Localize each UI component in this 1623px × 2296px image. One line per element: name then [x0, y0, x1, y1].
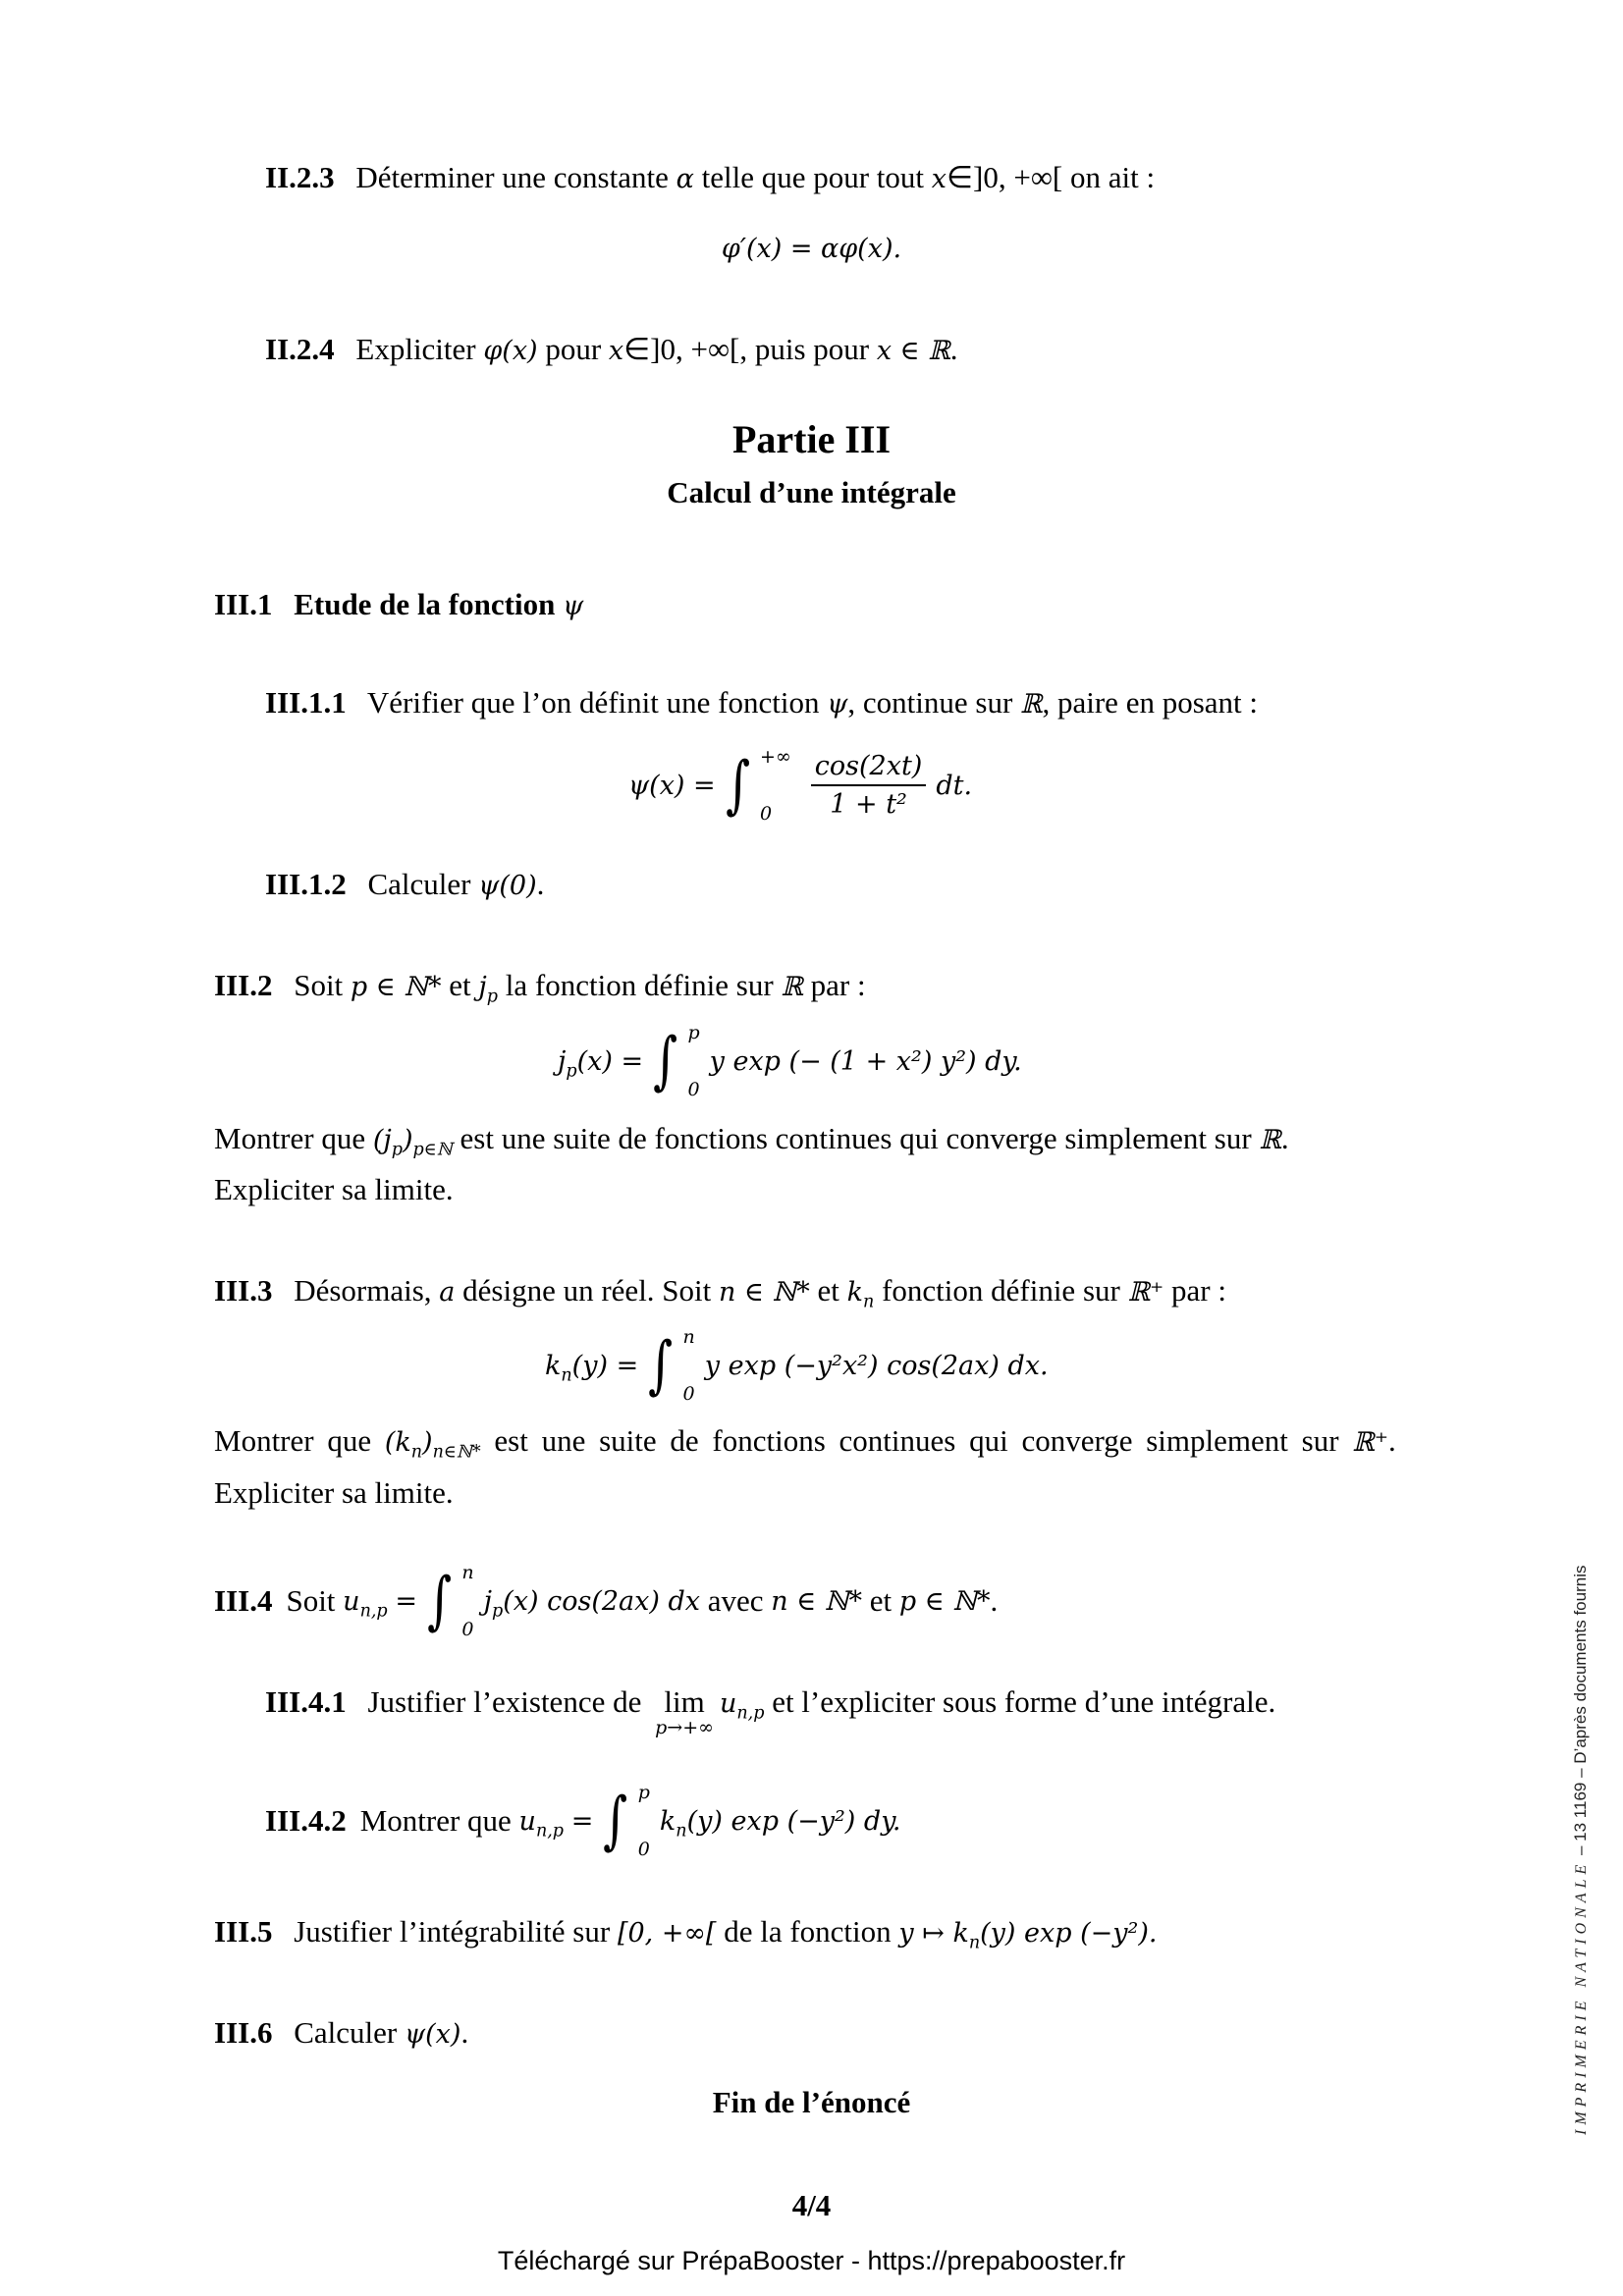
symbol: y ↦ k [898, 1918, 969, 1949]
math-interval: ∈]0, +∞[ [623, 332, 740, 366]
question-text: avec [707, 1583, 764, 1618]
equation-jp-definition [558, 1017, 1022, 1105]
upper-limit: p [687, 1022, 700, 1043]
question-iii-4-2 [265, 1777, 900, 1865]
question-iii-4 [214, 1557, 998, 1645]
upper-limit: n [682, 1326, 695, 1348]
math-a: a [439, 1277, 456, 1308]
symbol: j [478, 972, 487, 1002]
question-text: Calculer [294, 2015, 398, 2050]
subscript: n [863, 1292, 875, 1312]
math-kn [846, 1277, 875, 1312]
paren: ) [402, 1125, 413, 1155]
printer-sidebar [1571, 1566, 1591, 2135]
subscript: n [410, 1442, 423, 1463]
upper-limit: n [461, 1562, 474, 1583]
integral-sign: ∫ [648, 1329, 674, 1402]
question-iii-2-line3: Expliciter sa limite. [214, 1172, 454, 1206]
math-jp [478, 972, 499, 1007]
math-u [719, 1688, 765, 1724]
question-text: Vérifier que l’on définit une fonction [366, 685, 820, 720]
math-u [518, 1805, 565, 1841]
lower-limit: 0 [637, 1839, 650, 1860]
question-label: III.1.1 [265, 685, 347, 720]
question-text: par : [1171, 1273, 1226, 1308]
subscript: n [676, 1820, 687, 1841]
question-text: est une suite de fonctions continues qui converge simplement sur [494, 1423, 1339, 1458]
symbol: u [719, 1688, 737, 1719]
subscript: n [561, 1364, 572, 1385]
question-text: Justifier l’existence de [367, 1684, 642, 1719]
upper-limit: p [637, 1782, 650, 1803]
punctuation: . [1280, 1121, 1289, 1155]
integrand [483, 1585, 701, 1621]
eq-tail: dt. [936, 770, 973, 801]
symbol: u [518, 1805, 536, 1837]
math-R: ℝ [1020, 689, 1043, 720]
equals: = [570, 1805, 594, 1837]
limit-operator [655, 1686, 714, 1737]
integral-sign: ∫ [725, 749, 750, 822]
eq-body: y exp (−y²x²) cos(2ax) dx. [704, 1350, 1049, 1381]
paren: ) [422, 1427, 433, 1458]
math-alpha: α [676, 164, 694, 194]
subscript: n [968, 1933, 981, 1953]
math-sequence [372, 1125, 453, 1160]
symbol: (j [372, 1125, 392, 1155]
question-text: Montrer que [214, 1423, 372, 1458]
eq-body: y exp (− (1 + x²) y²) dy. [709, 1045, 1022, 1077]
question-text: désigne un réel. Soit [462, 1273, 712, 1308]
question-text: par : [810, 968, 866, 1002]
math-R: ℝ [781, 972, 803, 1002]
question-label: III.1.2 [265, 867, 347, 901]
math-R: ℝ [1259, 1125, 1281, 1155]
lower-limit: 0 [682, 1383, 695, 1405]
question-text: Désormais, [294, 1273, 432, 1308]
end-of-statement: Fin de l’énoncé [712, 2085, 911, 2119]
rest: (y) exp (−y²) dy. [686, 1805, 901, 1837]
question-text: fonction définie sur [882, 1273, 1120, 1308]
lim-text: lim [664, 1684, 705, 1719]
question-text: et l’expliciter sous forme d’une intégrale. [772, 1684, 1276, 1719]
index: p∈ℕ [412, 1140, 453, 1160]
question-text: est une suite de fonctions continues qui converge simplement sur [460, 1121, 1252, 1155]
download-footer: Téléchargé sur PrépaBooster - https://prepabooster.fr [497, 2246, 1126, 2275]
question-label: III.4.2 [265, 1803, 347, 1838]
math-interval: ∈]0, +∞[ [947, 160, 1063, 194]
question-text: de la fonction [724, 1914, 892, 1949]
question-label: II.2.3 [265, 160, 335, 194]
question-text: Soit [294, 968, 344, 1002]
math-R-plus: ℝ⁺ [1127, 1277, 1164, 1308]
question-text: Expliciter [355, 332, 476, 366]
punctuation: . [460, 2015, 469, 2050]
math-psi-0: ψ(0) [478, 871, 537, 901]
question-iii-2-line2 [214, 1121, 1289, 1160]
eq-lhs [558, 1045, 644, 1081]
math-R-plus: ℝ⁺ [1352, 1427, 1388, 1458]
question-iii-2 [214, 968, 866, 1007]
subscript: n,p [736, 1703, 765, 1724]
upper-limit: +∞ [760, 746, 791, 768]
integral-sign: ∫ [653, 1025, 678, 1097]
integral-limits [638, 1782, 650, 1860]
lower-limit: 0 [461, 1619, 474, 1640]
question-iii-3-line3: Expliciter sa limite. [214, 1475, 454, 1510]
rest: (x) cos(2ax) dx [503, 1585, 701, 1617]
punctuation: . [990, 1583, 999, 1618]
denominator: 1 + t² [830, 789, 907, 820]
question-text: et [449, 968, 471, 1002]
question-text: la fonction définie sur [505, 968, 774, 1002]
symbol: j [483, 1585, 492, 1617]
question-iii-5 [214, 1914, 1158, 1953]
question-label: III.3 [214, 1273, 273, 1308]
equation-kn-definition [545, 1321, 1049, 1410]
rest: (y) exp (−y²). [980, 1918, 1158, 1949]
question-ii-2-3 [265, 162, 1155, 192]
lower-limit: 0 [687, 1079, 700, 1100]
question-text: Montrer que [359, 1803, 512, 1838]
symbol: k [846, 1277, 864, 1308]
equals: = [395, 1585, 418, 1617]
symbol: j [558, 1045, 567, 1077]
symbol: k [659, 1805, 676, 1837]
math-p: p ∈ ℕ* [350, 972, 442, 1002]
question-label: III.2 [214, 968, 273, 1002]
symbol: u [343, 1585, 360, 1617]
math-phi: φ(x) [483, 336, 538, 366]
lower-limit: 0 [760, 803, 773, 825]
question-text: , puis pour [739, 332, 870, 366]
punctuation: . [1387, 1423, 1396, 1458]
punctuation: . [536, 867, 545, 901]
question-ii-2-4 [265, 334, 957, 364]
argument: (x) = [576, 1045, 644, 1077]
integral-limits [683, 1326, 695, 1405]
integrand [659, 1805, 901, 1841]
subscript: n,p [359, 1600, 388, 1621]
symbol: (k [384, 1427, 411, 1458]
question-label: III.5 [214, 1914, 273, 1949]
punctuation: . [949, 332, 958, 366]
question-iii-6 [214, 2017, 468, 2048]
integral-sign: ∫ [427, 1565, 453, 1637]
math-map [898, 1918, 1158, 1953]
question-text: Justifier l’intégrabilité sur [294, 1914, 611, 1949]
math-n: n ∈ ℕ* [719, 1277, 810, 1308]
question-text: Calculer [367, 867, 471, 901]
subscript: p [492, 1600, 504, 1621]
page-number: 4/4 [791, 2188, 832, 2222]
math-psi-x: ψ(x) [404, 2019, 461, 2050]
question-label: III.6 [214, 2015, 273, 2050]
math-x-in-R: x ∈ ℝ [876, 336, 950, 366]
question-iii-3 [214, 1273, 1226, 1312]
question-text: et [869, 1583, 893, 1618]
lim-subscript: p→+∞ [655, 1717, 714, 1738]
question-text: Déterminer une constante [355, 160, 669, 194]
printer-code: – 13 1169 – D’après documents fournis [1571, 1565, 1590, 1855]
integral-limits [687, 1022, 699, 1100]
printer-name: IMPRIMERIE NATIONALE [1573, 1859, 1590, 2135]
integral-sign: ∫ [603, 1785, 628, 1857]
math-x: x [608, 336, 624, 366]
question-text: et [817, 1273, 839, 1308]
question-text: telle que pour tout [701, 160, 925, 194]
section-title: Etude de la fonction [294, 587, 556, 621]
eq-lhs: ψ(x) = [628, 770, 716, 801]
question-iii-1-1 [265, 687, 1258, 718]
math-u [343, 1585, 388, 1621]
eq-lhs [545, 1350, 639, 1385]
math-sequence [384, 1427, 481, 1463]
math-p: p ∈ ℕ* [898, 1585, 991, 1617]
question-iii-4-1 [265, 1686, 1275, 1737]
subscript: p [486, 987, 499, 1007]
argument: (y) = [571, 1350, 639, 1381]
subscript: p [391, 1140, 403, 1160]
integral-limits [461, 1562, 473, 1640]
question-text: , continue sur [847, 685, 1013, 720]
math-n: n ∈ ℕ* [771, 1585, 863, 1617]
question-text: Montrer que [214, 1121, 366, 1155]
numerator: cos(2xt) [811, 751, 927, 786]
equation-psi-definition [628, 738, 972, 832]
integral-limits [760, 746, 791, 825]
math-psi: ψ [563, 591, 584, 621]
index: n∈ℕ* [432, 1442, 481, 1463]
math-psi: ψ [827, 689, 848, 720]
fraction [811, 751, 927, 820]
question-text: on ait : [1070, 160, 1156, 194]
question-text: , paire en posant : [1042, 685, 1258, 720]
question-text: pour [545, 332, 602, 366]
section-label: III.1 [214, 587, 273, 621]
equation-phi-derivative: φ′(x) = αφ(x). [721, 234, 902, 264]
question-iii-3-line2 [214, 1423, 1396, 1463]
question-label: III.4.1 [265, 1684, 347, 1719]
question-iii-1-2 [265, 869, 544, 899]
part-subtitle: Calcul d’une intégrale [667, 475, 956, 509]
question-text: Soit [286, 1583, 336, 1618]
question-label: II.2.4 [265, 332, 335, 366]
symbol: k [545, 1350, 562, 1381]
subscript: p [566, 1060, 577, 1081]
part-title: Partie III [731, 417, 892, 461]
math-x: x [931, 164, 947, 194]
subscript: n,p [535, 1820, 565, 1841]
section-iii-1 [214, 589, 583, 619]
question-label: III.4 [214, 1583, 273, 1618]
math-interval: [0, +∞[ [617, 1918, 717, 1949]
